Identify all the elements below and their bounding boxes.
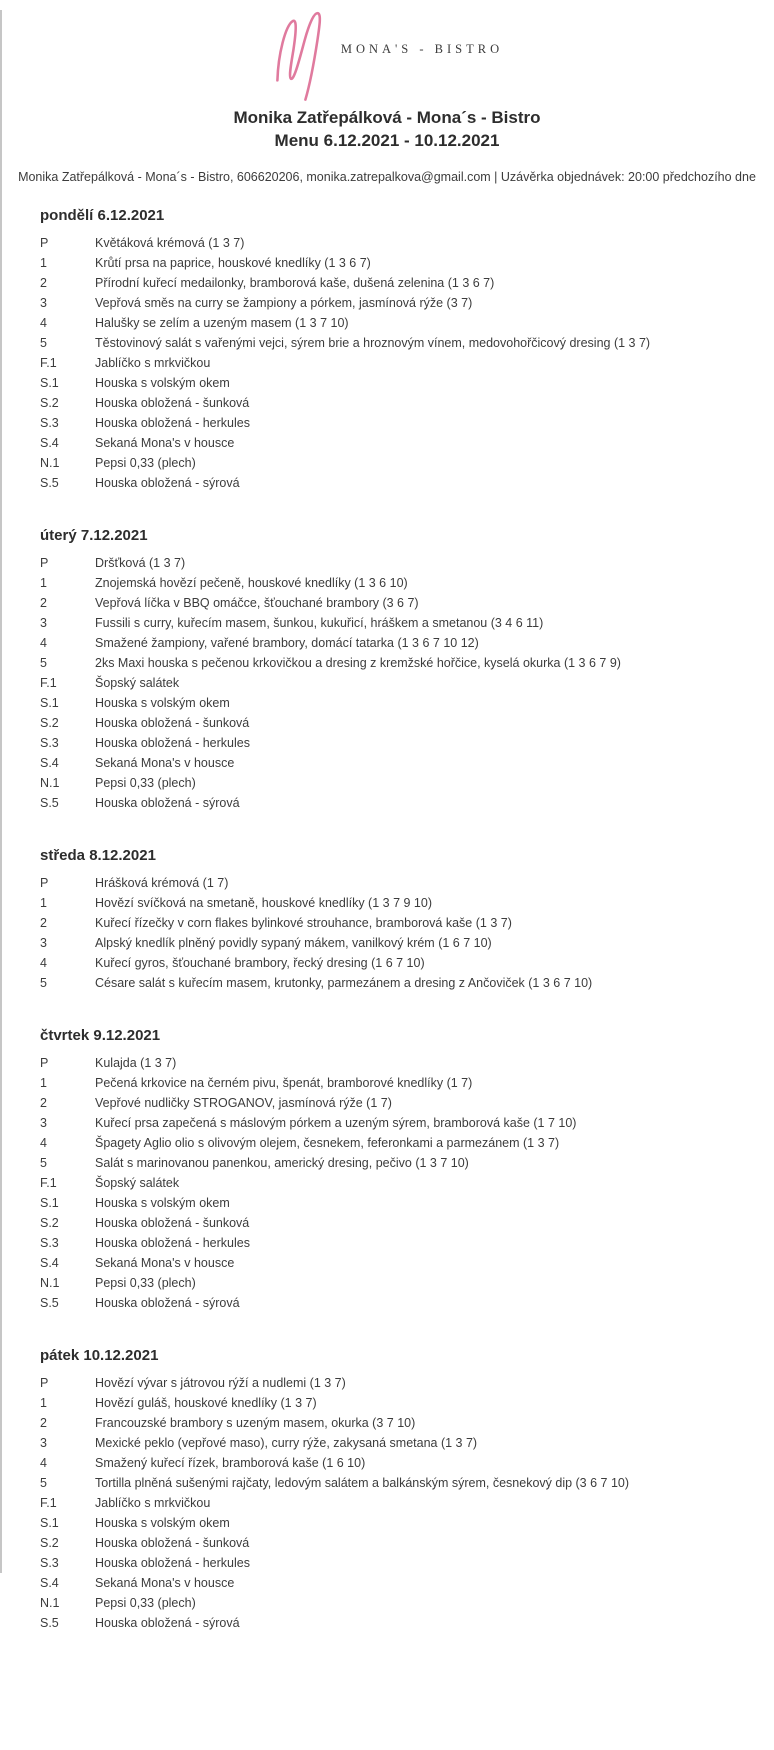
menu-item-code: S.2 bbox=[40, 716, 59, 730]
day-section bbox=[40, 1026, 744, 1313]
menu-item-code: 5 bbox=[40, 336, 47, 350]
menu-row bbox=[40, 1293, 744, 1313]
menu-item-text: Houska obložená - sýrová bbox=[95, 1296, 240, 1310]
menu-item-text: Houska s volským okem bbox=[95, 376, 230, 390]
menu-item-text: Jablíčko s mrkvičkou bbox=[95, 1496, 211, 1510]
menu-item-text: Mexické peklo (vepřové maso), curry rýže, zakysaná smetana (1 3 7) bbox=[95, 1436, 478, 1450]
menu-item-code: 5 bbox=[40, 656, 47, 670]
menu-item-code: F.1 bbox=[40, 676, 57, 690]
menu-row bbox=[40, 233, 744, 253]
menu-item-code: S.5 bbox=[40, 1616, 59, 1630]
menu-item-text: Houska obložená - herkules bbox=[95, 416, 250, 430]
menu-item-code: N.1 bbox=[40, 1276, 60, 1290]
menu-row bbox=[40, 1413, 744, 1433]
menu-row bbox=[40, 1393, 744, 1413]
menu-item-text: Květáková krémová (1 3 7) bbox=[95, 236, 245, 250]
menu-item-text: Pepsi 0,33 (plech) bbox=[95, 1596, 196, 1610]
menu-item-text: Vepřová směs na curry se žampiony a pórkem, jasmínová rýže (3 7) bbox=[95, 296, 473, 310]
contact-line: Monika Zatřepálková - Mona´s - Bistro, 606620206, monika.zatrepalkova@gmail.com | Uzávěrka objednávek: 20:00 předchozího dne bbox=[18, 170, 756, 184]
menu-item-text: Kuřecí prsa zapečená s máslovým pórkem a uzeným sýrem, bramborová kaše (1 7 10) bbox=[95, 1116, 577, 1130]
menu-item-code: S.2 bbox=[40, 1536, 59, 1550]
menu-item-code: S.1 bbox=[40, 1196, 59, 1210]
menu-item-text: Houska s volským okem bbox=[95, 1516, 230, 1530]
menu-item-code: P bbox=[40, 1376, 49, 1390]
menu-item-text: Houska obložená - sýrová bbox=[95, 1616, 240, 1630]
menu-item-text: Alpský knedlík plněný povidly sypaný mákem, vanilkový krém (1 6 7 10) bbox=[95, 936, 492, 950]
menu-item-text: Pepsi 0,33 (plech) bbox=[95, 776, 196, 790]
logo-monogram-icon bbox=[271, 10, 327, 102]
menu-item-text: Smažený kuřecí řízek, bramborová kaše (1 6 10) bbox=[95, 1456, 366, 1470]
menu-item-code: S.4 bbox=[40, 1576, 59, 1590]
menu-row bbox=[40, 1493, 744, 1513]
menu-item-text: Hrášková krémová (1 7) bbox=[95, 876, 229, 890]
menu-row bbox=[40, 873, 744, 893]
menu-row bbox=[40, 1473, 744, 1493]
menu-item-code: S.5 bbox=[40, 476, 59, 490]
menu-item-code: 3 bbox=[40, 1116, 47, 1130]
menu-item-code: P bbox=[40, 556, 49, 570]
menu-row bbox=[40, 1533, 744, 1553]
menu-row bbox=[40, 1553, 744, 1573]
page-subtitle: Menu 6.12.2021 - 10.12.2021 bbox=[274, 131, 500, 150]
day-section bbox=[40, 526, 744, 813]
menu-item-code: 3 bbox=[40, 616, 47, 630]
menu-row bbox=[40, 333, 744, 353]
menu-row bbox=[40, 1173, 744, 1193]
menu-row bbox=[40, 773, 744, 793]
menu-item-text: Pepsi 0,33 (plech) bbox=[95, 1276, 196, 1290]
menu-item-code: P bbox=[40, 1056, 49, 1070]
day-title: pondělí 6.12.2021 bbox=[40, 207, 165, 224]
menu-item-code: S.5 bbox=[40, 1296, 59, 1310]
menu-item-text: Pepsi 0,33 (plech) bbox=[95, 456, 196, 470]
menu-row bbox=[40, 593, 744, 613]
menu-row bbox=[40, 413, 744, 433]
menu-row bbox=[40, 293, 744, 313]
menu-item-text: Vepřová líčka v BBQ omáčce, šťouchané brambory (3 6 7) bbox=[95, 596, 419, 610]
menu-row bbox=[40, 753, 744, 773]
day-section bbox=[40, 1346, 744, 1633]
menu-row bbox=[40, 893, 744, 913]
menu-row bbox=[40, 793, 744, 813]
menu-item-text: Houska obložená - herkules bbox=[95, 1236, 250, 1250]
menu-row bbox=[40, 693, 744, 713]
menu-item-text: Přírodní kuřecí medailonky, bramborová kaše, dušená zelenina (1 3 6 7) bbox=[95, 276, 495, 290]
menu-row bbox=[40, 1073, 744, 1093]
menu-row bbox=[40, 613, 744, 633]
menu-item-text: Kulajda (1 3 7) bbox=[95, 1056, 177, 1070]
menu-days bbox=[40, 206, 744, 1633]
day-section bbox=[40, 846, 744, 993]
menu-item-code: S.4 bbox=[40, 436, 59, 450]
menu-item-code: 5 bbox=[40, 976, 47, 990]
menu-item-code: S.3 bbox=[40, 1556, 59, 1570]
menu-item-code: N.1 bbox=[40, 1596, 60, 1610]
menu-row bbox=[40, 453, 744, 473]
menu-item-code: S.2 bbox=[40, 396, 59, 410]
menu-row bbox=[40, 713, 744, 733]
menu-row bbox=[40, 1233, 744, 1253]
menu-item-text: Houska obložená - sýrová bbox=[95, 476, 240, 490]
menu-item-text: Šopský salátek bbox=[95, 1176, 180, 1190]
menu-row bbox=[40, 1613, 744, 1633]
menu-item-code: S.3 bbox=[40, 416, 59, 430]
menu-item-code: 1 bbox=[40, 1076, 47, 1090]
menu-item-code: 4 bbox=[40, 1136, 47, 1150]
menu-item-code: 5 bbox=[40, 1156, 47, 1170]
menu-row bbox=[40, 973, 744, 993]
menu-row bbox=[40, 1453, 744, 1473]
menu-row bbox=[40, 653, 744, 673]
menu-item-text: Vepřové nudličky STROGANOV, jasmínová rýže (1 7) bbox=[95, 1096, 392, 1110]
menu-row bbox=[40, 1593, 744, 1613]
menu-item-text: Houska obložená - šunková bbox=[95, 1216, 250, 1230]
menu-row bbox=[40, 1273, 744, 1293]
menu-row bbox=[40, 273, 744, 293]
menu-item-code: 5 bbox=[40, 1476, 47, 1490]
menu-item-text: Jablíčko s mrkvičkou bbox=[95, 356, 211, 370]
menu-item-text: Houska s volským okem bbox=[95, 1196, 230, 1210]
menu-row bbox=[40, 633, 744, 653]
menu-item-text: Houska s volským okem bbox=[95, 696, 230, 710]
menu-item-text: Halušky se zelím a uzeným masem (1 3 7 10) bbox=[95, 316, 349, 330]
menu-item-code: 2 bbox=[40, 1416, 47, 1430]
menu-item-code: 1 bbox=[40, 896, 47, 910]
brand-text: MONA'S - BISTRO bbox=[340, 41, 504, 56]
menu-row bbox=[40, 1253, 744, 1273]
menu-item-code: S.1 bbox=[40, 376, 59, 390]
day-title: úterý 7.12.2021 bbox=[40, 527, 148, 544]
menu-row bbox=[40, 1373, 744, 1393]
menu-item-text: Houska obložená - šunková bbox=[95, 396, 250, 410]
menu-item-code: 1 bbox=[40, 576, 47, 590]
menu-item-code: F.1 bbox=[40, 1176, 57, 1190]
menu-row bbox=[40, 933, 744, 953]
menu-item-text: 2ks Maxi houska s pečenou krkovičkou a dresing z kremžské hořčice, kyselá okurka (1 3 6 7 9) bbox=[95, 656, 621, 670]
menu-item-code: 4 bbox=[40, 636, 47, 650]
menu-item-code: 4 bbox=[40, 316, 47, 330]
bistro-logo bbox=[0, 10, 774, 102]
day-section bbox=[40, 206, 744, 493]
menu-row bbox=[40, 1433, 744, 1453]
menu-row bbox=[40, 1513, 744, 1533]
menu-item-text: Houska obložená - herkules bbox=[95, 1556, 250, 1570]
day-title: pátek 10.12.2021 bbox=[40, 1347, 159, 1364]
menu-row bbox=[40, 1573, 744, 1593]
menu-item-code: F.1 bbox=[40, 356, 57, 370]
menu-item-text: Sekaná Mona's v housce bbox=[95, 1576, 235, 1590]
menu-item-code: S.4 bbox=[40, 1256, 59, 1270]
menu-item-code: 2 bbox=[40, 916, 47, 930]
menu-item-text: Smažené žampiony, vařené brambory, domácí tatarka (1 3 6 7 10 12) bbox=[95, 636, 479, 650]
menu-item-code: 4 bbox=[40, 956, 47, 970]
menu-item-text: Špagety Aglio olio s olivovým olejem, česnekem, feferonkami a parmezánem (1 3 7) bbox=[95, 1136, 560, 1150]
menu-item-code: S.4 bbox=[40, 756, 59, 770]
menu-item-code: 1 bbox=[40, 1396, 47, 1410]
menu-item-text: Sekaná Mona's v housce bbox=[95, 1256, 235, 1270]
menu-row bbox=[40, 433, 744, 453]
menu-row bbox=[40, 473, 744, 493]
menu-item-text: Pečená krkovice na černém pivu, špenát, bramborové knedlíky (1 7) bbox=[95, 1076, 473, 1090]
menu-item-code: 2 bbox=[40, 1096, 47, 1110]
menu-item-code: 3 bbox=[40, 1436, 47, 1450]
menu-item-text: Césare salát s kuřecím masem, krutonky, parmezánem a dresing z Ančoviček (1 3 6 7 10) bbox=[95, 976, 593, 990]
menu-row bbox=[40, 553, 744, 573]
menu-item-text: Houska obložená - šunková bbox=[95, 716, 250, 730]
menu-item-text: Těstovinový salát s vařenými vejci, sýrem brie a hroznovým vínem, medovohořčicový dresing (1 3 7) bbox=[95, 336, 651, 350]
menu-item-code: P bbox=[40, 876, 49, 890]
menu-item-code: S.5 bbox=[40, 796, 59, 810]
menu-item-code: 2 bbox=[40, 596, 47, 610]
menu-item-code: S.2 bbox=[40, 1216, 59, 1230]
menu-item-text: Krůtí prsa na paprice, houskové knedlíky (1 3 6 7) bbox=[95, 256, 371, 270]
menu-row bbox=[40, 253, 744, 273]
menu-item-text: Francouzské brambory s uzeným masem, okurka (3 7 10) bbox=[95, 1416, 416, 1430]
menu-item-code: F.1 bbox=[40, 1496, 57, 1510]
menu-item-text: Houska obložená - herkules bbox=[95, 736, 250, 750]
menu-item-code: N.1 bbox=[40, 776, 60, 790]
menu-row bbox=[40, 393, 744, 413]
page-title: Monika Zatřepálková - Mona´s - Bistro bbox=[233, 108, 541, 127]
menu-row bbox=[40, 913, 744, 933]
menu-row bbox=[40, 1093, 744, 1113]
menu-item-code: 1 bbox=[40, 256, 47, 270]
menu-item-text: Sekaná Mona's v housce bbox=[95, 436, 235, 450]
menu-row bbox=[40, 1213, 744, 1233]
menu-item-code: 3 bbox=[40, 296, 47, 310]
menu-row bbox=[40, 353, 744, 373]
menu-item-text: Sekaná Mona's v housce bbox=[95, 756, 235, 770]
menu-row bbox=[40, 1113, 744, 1133]
menu-item-text: Houska obložená - sýrová bbox=[95, 796, 240, 810]
menu-row bbox=[40, 1193, 744, 1213]
menu-row bbox=[40, 373, 744, 393]
day-title: čtvrtek 9.12.2021 bbox=[40, 1027, 161, 1044]
menu-item-code: S.3 bbox=[40, 1236, 59, 1250]
menu-item-text: Hovězí svíčková na smetaně, houskové knedlíky (1 3 7 9 10) bbox=[95, 896, 432, 910]
menu-row bbox=[40, 573, 744, 593]
menu-item-code: 3 bbox=[40, 936, 47, 950]
menu-item-text: Hovězí guláš, houskové knedlíky (1 3 7) bbox=[95, 1396, 317, 1410]
menu-item-text: Houska obložená - šunková bbox=[95, 1536, 250, 1550]
menu-row bbox=[40, 673, 744, 693]
menu-item-code: S.3 bbox=[40, 736, 59, 750]
menu-item-text: Šopský salátek bbox=[95, 676, 180, 690]
menu-item-text: Tortilla plněná sušenými rajčaty, ledovým salátem a balkánským sýrem, česnekový dip (3 6 7 10) bbox=[95, 1476, 630, 1490]
menu-row bbox=[40, 953, 744, 973]
menu-item-text: Znojemská hovězí pečeně, houskové knedlíky (1 3 6 10) bbox=[95, 576, 408, 590]
menu-row bbox=[40, 313, 744, 333]
day-title: středa 8.12.2021 bbox=[40, 847, 156, 864]
menu-item-code: 4 bbox=[40, 1456, 47, 1470]
menu-row bbox=[40, 733, 744, 753]
menu-item-code: S.1 bbox=[40, 696, 59, 710]
menu-item-text: Fussili s curry, kuřecím masem, šunkou, kukuřicí, hráškem a smetanou (3 4 6 11) bbox=[95, 616, 544, 630]
menu-item-text: Dršťková (1 3 7) bbox=[95, 556, 186, 570]
page-left-border bbox=[0, 10, 2, 1573]
menu-item-code: P bbox=[40, 236, 49, 250]
menu-row bbox=[40, 1053, 744, 1073]
menu-row bbox=[40, 1153, 744, 1173]
menu-item-text: Hovězí vývar s játrovou rýží a nudlemi (1 3 7) bbox=[95, 1376, 346, 1390]
menu-item-code: S.1 bbox=[40, 1516, 59, 1530]
menu-row bbox=[40, 1133, 744, 1153]
menu-item-code: N.1 bbox=[40, 456, 60, 470]
menu-item-code: 2 bbox=[40, 276, 47, 290]
menu-item-text: Salát s marinovanou panenkou, americký dresing, pečivo (1 3 7 10) bbox=[95, 1156, 469, 1170]
menu-item-text: Kuřecí gyros, šťouchané brambory, řecký dresing (1 6 7 10) bbox=[95, 956, 425, 970]
menu-item-text: Kuřecí řízečky v corn flakes bylinkové strouhance, bramborová kaše (1 3 7) bbox=[95, 916, 512, 930]
